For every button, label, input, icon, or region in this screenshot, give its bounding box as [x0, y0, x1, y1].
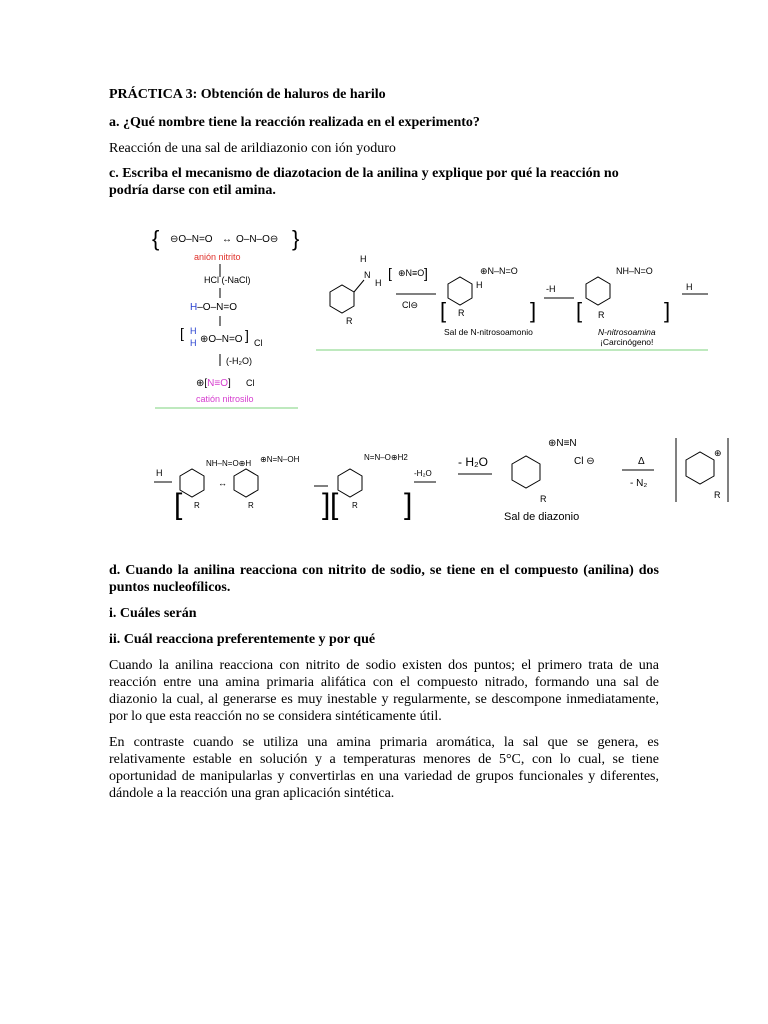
- row2-bracket-1: [: [174, 488, 183, 521]
- row2-resonance: ↔: [218, 478, 227, 488]
- nitrosamine-r: R: [598, 310, 605, 320]
- aniline-h1: H: [360, 254, 367, 264]
- delta-label: Δ: [638, 456, 645, 467]
- diazonium-ring: [512, 456, 540, 488]
- diazonium-scheme: [152, 424, 732, 528]
- phenyl-cation-charge: ⊕: [714, 448, 722, 458]
- row2-r-1: R: [194, 501, 200, 510]
- diazonium-r: R: [540, 494, 547, 504]
- ammonium-n: ⊕N–N=O: [480, 266, 518, 276]
- ammonium-r: R: [458, 308, 465, 318]
- question-ii: ii. Cuál reacciona preferentemente y por qué: [109, 632, 376, 647]
- svg-text:⊖O–N=O: ⊖O–N=O: [170, 234, 213, 245]
- question-c-body: . Escriba el mecanismo de diazotacion de la anilina y explique por qué la reacción no podría darse con etil amina.: [109, 166, 619, 198]
- svg-text:↔: ↔: [222, 234, 232, 245]
- bracket-left: [: [180, 325, 184, 341]
- ammonium-bracket-right: ]: [530, 298, 537, 323]
- bracket-right: ]: [245, 327, 249, 343]
- chloride-3: Cl⊖: [402, 300, 419, 310]
- ammonium-h: H: [476, 280, 483, 290]
- brace-right: }: [292, 226, 300, 251]
- row2-group-1: NH–N=O⊕H: [206, 459, 252, 468]
- deprotonation-label: -H: [546, 284, 556, 294]
- question-c: [109, 165, 659, 199]
- row2-r-3: R: [352, 501, 358, 510]
- svg-text:O–N–O⊖: O–N–O⊖: [236, 234, 279, 245]
- row2-ring-1: [180, 469, 204, 497]
- n2-loss: - N₂: [630, 478, 648, 489]
- nitrosamine-label: N-nitrosoamina: [598, 327, 656, 337]
- cation-label: catión nitrosilo: [196, 394, 254, 404]
- diazonium-group: ⊕N≡N: [548, 438, 577, 449]
- nitrosamine-group: NH–N=O: [616, 266, 653, 276]
- no-bracket-left: [: [388, 265, 392, 281]
- answer-a: Reacción de una sal de arildiazonio con ión yoduro: [109, 141, 396, 156]
- nitrosamine-bracket-right: ]: [664, 298, 671, 323]
- chloride-2: Cl: [246, 378, 255, 388]
- diazonium-label: Sal de diazonio: [504, 511, 580, 523]
- ammonium-ring: [448, 277, 472, 305]
- question-i: i. Cuáles serán: [109, 606, 197, 621]
- aniline-ring: [330, 285, 354, 313]
- row2-group-3: N=N–O⊕H2: [364, 453, 408, 462]
- nitrosamine-bracket-left: [: [576, 298, 583, 323]
- row2-bracket-4: ]: [404, 488, 413, 521]
- row2-bracket-3: [: [330, 488, 339, 521]
- page-title: PRÁCTICA 3: Obtención de haluros de harilo: [109, 87, 386, 102]
- paragraph-1: Cuando la anilina reacciona con nitrito de sodio existen dos puntos; el primero trata de una reacción entre una amina primaria alifática con el compuesto nitrado, formando una sal de diazonio la cual, al generarse es muy inestable y regularmente, se descompone inmediatamente, por lo que esta reacción no se considera sintéticamente útil.: [109, 658, 659, 724]
- proton-2: H: [190, 338, 197, 348]
- question-d: d. Cuando la anilina reacciona con nitrito de sodio, se tiene en el compuesto (anilina) dos puntos nucleofílicos.: [109, 563, 659, 595]
- chloride-1: Cl: [254, 338, 263, 348]
- no-bracket-right: ]: [424, 265, 428, 281]
- proton-add-label: H: [686, 282, 693, 292]
- paragraph-2: En contraste cuando se utiliza una amina primaria aromática, la sal que se genera, es relativamente estable en solución y a temperaturas menores de 5°C, con lo cual, se tiene oportunidad de manipularlas y convertirlas en una variedad de grupos funcionales y diferentes, dándole a la reacción una gran aplicación sintética.: [109, 735, 659, 801]
- aniline-h2: H: [375, 278, 382, 288]
- row2-r-2: R: [248, 501, 254, 510]
- nitrosyl-cation-scheme: [150, 222, 310, 412]
- no-cation: ⊕N≡O: [398, 268, 425, 278]
- nitrite-resonance: [170, 234, 278, 245]
- row2-ring-3: [338, 469, 362, 497]
- question-c-prefix: c: [109, 166, 116, 181]
- nitrosation-scheme: [312, 240, 712, 356]
- row2-water-loss-big: - H₂O: [458, 455, 488, 469]
- hcl-label: HCl (-NaCl): [204, 275, 251, 285]
- row2-proton-label: H: [156, 468, 163, 478]
- aniline-r: R: [346, 316, 353, 326]
- nitrosamine-ring: [586, 277, 610, 305]
- nitrous-acid: H–O–N=O: [190, 302, 237, 313]
- protonated-acid: ⊕O–N=O: [200, 334, 243, 345]
- phenyl-cation-r: R: [714, 490, 721, 500]
- aniline-cn-bond: [354, 280, 364, 292]
- brace-left: {: [152, 226, 160, 251]
- aniline-n: N: [364, 270, 371, 280]
- anion-label: anión nitrito: [194, 252, 241, 262]
- nitrosyl-cation: ⊕[N≡O]: [196, 378, 231, 389]
- phenyl-cation-ring: [686, 452, 714, 484]
- carcinogen-label: ¡Carcinógeno!: [600, 337, 654, 347]
- row2-ring-2: [234, 469, 258, 497]
- question-a: a. ¿Qué nombre tiene la reacción realizada en el experimento?: [109, 115, 480, 130]
- ammonium-bracket-left: [: [440, 298, 447, 323]
- row2-group-2: ⊕N=N–OH: [260, 455, 300, 464]
- diazonium-chloride: Cl ⊖: [574, 456, 595, 467]
- row2-water-loss: -H₂O: [414, 469, 432, 478]
- row2-bracket-2: ]: [322, 488, 331, 521]
- proton-1: H: [190, 326, 197, 336]
- water-loss: (-H₂O): [226, 356, 252, 366]
- nitrosoammonium-label: Sal de N-nitrosoamonio: [444, 327, 533, 337]
